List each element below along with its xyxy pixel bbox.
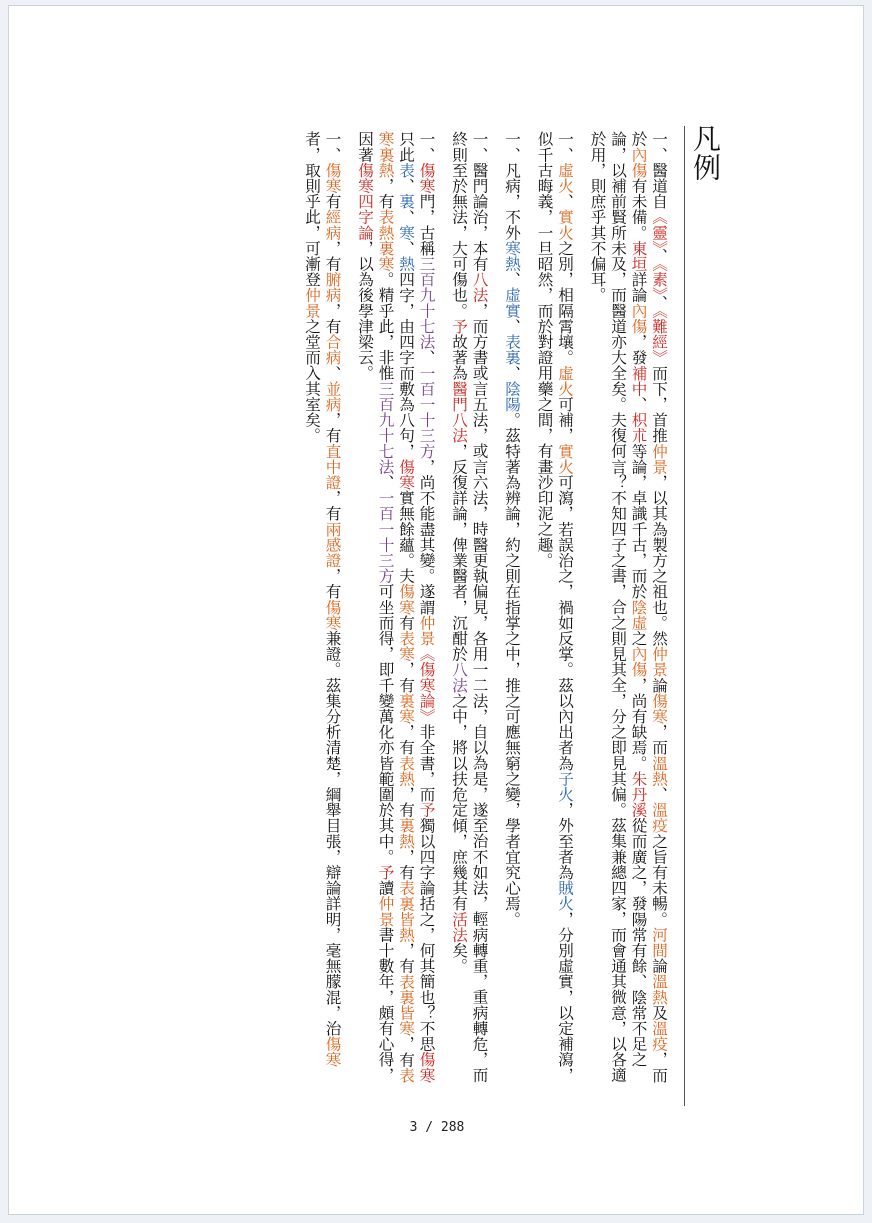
highlighted-term: 枳朮: [629, 411, 648, 444]
text-run: ，有: [323, 567, 342, 600]
highlighted-term: 裏皆熱: [397, 895, 415, 943]
highlighted-term: 表: [397, 162, 415, 178]
text-run: 門，古稱: [417, 193, 436, 256]
highlighted-term: 仲景: [376, 895, 395, 927]
highlighted-term: 一百一十三方: [417, 365, 436, 459]
highlighted-term: 直中證: [323, 443, 342, 490]
highlighted-term: 八法: [450, 661, 468, 693]
highlighted-term: 表裏皆寒: [397, 973, 415, 1036]
text-run: ，外至者為: [556, 801, 574, 880]
text-run: ，有: [397, 1035, 415, 1068]
highlighted-term: 仲景: [417, 614, 436, 646]
text-run: ，有: [323, 411, 342, 444]
highlighted-term: 傷寒: [650, 692, 668, 724]
text-run: 有: [450, 895, 468, 912]
text-run: 、: [397, 240, 415, 256]
text-run: 。茲特著為辨論，約之則在指掌之中，推之可應無窮之變，學者宜究心焉。: [503, 411, 521, 927]
text-run: 、: [650, 786, 668, 802]
text-run: 有: [397, 614, 415, 631]
text-run: 之中，將以扶危定傾，庶幾其: [450, 692, 468, 896]
highlighted-term: 溫疫: [650, 801, 668, 834]
text-run: ，有: [376, 177, 395, 210]
text-run: ，有: [397, 661, 415, 693]
text-run: ，分別虛: [556, 911, 574, 974]
text-run: ，尚不能盡其變。遂謂: [417, 458, 436, 615]
text-run: 混，治: [323, 989, 342, 1036]
text-run: 一、: [556, 131, 574, 163]
highlighted-term: 三百九十七法: [417, 255, 436, 350]
highlighted-term: 仲景: [650, 645, 668, 678]
text-run: 一、: [323, 131, 342, 163]
text-run: 可補，: [556, 396, 574, 444]
document-body: [189, 131, 669, 1086]
highlighted-term: 河間: [650, 926, 668, 958]
paragraph-3: [502, 131, 523, 1086]
highlighted-term: 兩感證: [323, 521, 342, 568]
text-run: ，而於: [629, 131, 668, 1083]
total-page-count: 288: [440, 1120, 465, 1135]
highlighted-term: 表熱: [397, 755, 415, 787]
highlighted-term: 虛火: [556, 162, 574, 194]
text-run: 論: [650, 677, 668, 693]
text-run: 實無餘蘊。夫: [397, 489, 415, 584]
text-run: ，有: [323, 302, 342, 334]
highlighted-term: 傷寒: [397, 583, 415, 615]
text-run: 書十數年，頗有心得，因著: [356, 131, 395, 1083]
text-run: 一、醫道自: [650, 131, 668, 209]
text-run: 之別，相隔霄壤。: [556, 240, 574, 366]
highlighted-term: 予: [450, 318, 468, 334]
highlighted-term: 內傷: [629, 302, 648, 334]
highlighted-term: 溫熱: [650, 755, 668, 787]
highlighted-term: 傷寒: [417, 162, 436, 194]
text-run: ，尚有缺焉。: [629, 677, 648, 771]
text-run: 、: [556, 193, 574, 210]
text-run: 矣。: [450, 942, 468, 974]
paragraph-1: [587, 131, 669, 1086]
highlighted-term: 八法: [470, 271, 489, 303]
text-run: 、: [503, 271, 521, 288]
text-run: 、: [503, 365, 521, 381]
text-run: 只此: [397, 131, 415, 163]
highlighted-term: 內傷: [629, 146, 648, 178]
highlighted-term: 裏寒: [397, 692, 415, 724]
text-run: ，有: [323, 489, 342, 522]
highlighted-term: 實火: [556, 443, 574, 475]
highlighted-term: 傷寒: [323, 1035, 342, 1068]
text-run: 之，發陽常有餘、陰常不足之論，以補前賢所未及，而醫道亦大全矣。夫復何言？不知四子之書，合之則見其全，分之即見其: [609, 131, 648, 1068]
text-run: ，反復詳論，俾業醫者，沉酣於: [450, 443, 468, 662]
text-run: 、: [417, 349, 436, 366]
highlighted-term: 溫疫: [650, 1020, 668, 1052]
text-run: ，有: [397, 942, 415, 974]
document-page: [8, 5, 864, 1215]
highlighted-term: 活法: [450, 911, 468, 943]
page-indicator: [9, 1120, 864, 1135]
highlighted-term: 腑病: [323, 271, 342, 303]
highlighted-term: 表裏: [503, 333, 521, 366]
highlighted-term: 傷寒: [397, 458, 415, 490]
highlighted-term: 醫門八法: [450, 380, 468, 444]
text-run: 一、: [417, 131, 436, 163]
highlighted-term: 經病: [323, 209, 342, 241]
text-run: 故著為: [450, 333, 468, 381]
highlighted-term: 並病: [323, 380, 342, 412]
highlighted-term: 表熱裏寒: [376, 209, 395, 272]
text-run: 重病轉危，而終則至於無法，大可傷也。: [450, 131, 489, 1083]
text-run: ，有: [397, 848, 415, 880]
text-run: ，以為後學津梁云。: [356, 240, 374, 381]
highlighted-term: 裏: [397, 193, 415, 210]
text-run: 之: [629, 630, 648, 646]
highlighted-term: 朱丹溪: [629, 770, 648, 818]
highlighted-term: 熱: [397, 255, 415, 272]
text-run: 讀: [376, 879, 395, 896]
text-run: ，而: [650, 723, 668, 756]
highlighted-term: 陰陽: [503, 380, 521, 412]
text-run: 偏。茲集兼總四家，而會通其微意，以各適於用，則庶乎其不偏耳。: [588, 131, 627, 1083]
highlighted-term: 賊火: [556, 879, 574, 912]
text-run: 從而廣: [629, 817, 648, 865]
text-run: 詳論: [629, 271, 648, 303]
highlighted-term: 虛火: [556, 365, 574, 397]
highlighted-term: 虛實: [503, 287, 521, 319]
text-run: ，有: [397, 723, 415, 756]
text-run: 論: [650, 957, 668, 974]
highlighted-term: 仲景: [303, 287, 321, 319]
highlighted-term: 補中: [629, 365, 648, 397]
highlighted-term: 子火: [556, 770, 574, 802]
text-run: 可瀉，若誤治之，禍如反掌。茲以內出者為: [556, 474, 574, 771]
highlighted-term: 內傷: [629, 645, 648, 678]
paragraph-5: [355, 131, 437, 1086]
paragraph-4: [449, 131, 490, 1086]
current-page-number: 3: [409, 1120, 418, 1135]
paragraph-2: [534, 131, 575, 1086]
highlighted-term: 傷寒四字論: [356, 162, 374, 241]
highlighted-term: 裏熱: [397, 817, 415, 849]
highlighted-term: 一百一十三方: [376, 489, 395, 584]
text-run: 非全書，而: [417, 723, 436, 802]
text-run: ，以其為製方之祖也。然: [650, 474, 668, 646]
page-separator: /: [425, 1120, 434, 1135]
text-run: 、: [629, 396, 648, 412]
paragraph-6: [302, 131, 343, 1086]
text-run: 之旨有未暢。: [650, 833, 668, 927]
text-run: ，發: [629, 333, 648, 366]
text-run: 、: [397, 177, 415, 194]
highlighted-term: 寒: [397, 224, 415, 241]
highlighted-term: 《傷寒論》: [417, 645, 436, 724]
text-run: 。精乎此，非惟: [376, 271, 395, 381]
text-run: 一、凡病，不外: [503, 131, 521, 241]
highlighted-term: 東垣: [629, 240, 648, 272]
highlighted-term: 予: [417, 801, 436, 818]
highlighted-term: 傷寒: [417, 1051, 436, 1083]
highlighted-term: 《靈》: [650, 209, 668, 248]
highlighted-term: 表寒: [397, 630, 415, 662]
text-run: 可坐而得，即千變萬化亦皆範圍: [376, 583, 395, 802]
highlighted-term: 仲景: [650, 443, 668, 475]
highlighted-term: 三百九十七法: [376, 380, 395, 475]
text-run: 、: [650, 294, 668, 311]
text-run: 、: [650, 248, 668, 264]
text-run: 、: [397, 209, 415, 225]
text-run: 一、醫門論治，本有: [470, 131, 489, 272]
title-divider: [684, 126, 685, 1106]
text-run: 兼證。茲集分析清楚，綱舉目張，辯論詳明，毫無朦: [323, 630, 342, 990]
text-run: 之堂而入其室矣。: [303, 318, 321, 444]
text-run: 四字，由四字而敷為八句，: [397, 271, 415, 459]
highlighted-term: 寒熱: [503, 240, 521, 272]
text-run: 於其中。: [376, 801, 395, 865]
highlighted-term: 予: [376, 864, 395, 880]
page-title: 凡例: [689, 124, 722, 182]
highlighted-term: 傷寒: [323, 599, 342, 631]
highlighted-term: 陰虛: [629, 599, 648, 631]
highlighted-term: 《難經》: [650, 310, 668, 366]
text-run: 有未備。: [629, 177, 648, 241]
text-run: 實，以定補瀉，似千古晦義，一旦昭然，而於對證用藥之間，有畫沙印泥之趣。: [535, 131, 574, 1083]
text-run: 也？不思: [417, 989, 436, 1052]
highlighted-term: 溫熱: [650, 973, 668, 1005]
highlighted-term: 合病: [323, 333, 342, 366]
text-run: 獨以四字論括之，何其簡: [417, 817, 436, 990]
text-run: 者，取則乎此，可漸登: [303, 131, 321, 287]
text-run: 、: [503, 318, 521, 334]
highlighted-term: 實火: [556, 209, 574, 241]
highlighted-term: 表寒裏熱: [376, 131, 415, 1083]
highlighted-term: 《素》: [650, 263, 668, 295]
text-run: 有: [323, 193, 342, 210]
text-run: 等論，卓識千古，而於: [629, 443, 648, 600]
highlighted-term: 表: [397, 879, 415, 896]
text-run: ，而方書或言五法，或言六法，時醫更執偏見，各用一二法，自以為是，遂至治不如法，輕病轉重，: [470, 302, 489, 990]
text-run: 、: [323, 365, 342, 381]
text-run: 、: [376, 474, 395, 490]
text-run: 而下，首推: [650, 365, 668, 444]
text-run: ，有: [323, 240, 342, 272]
text-run: ，有: [397, 786, 415, 818]
text-run: 及: [650, 1004, 668, 1021]
highlighted-term: 傷寒: [323, 162, 342, 194]
